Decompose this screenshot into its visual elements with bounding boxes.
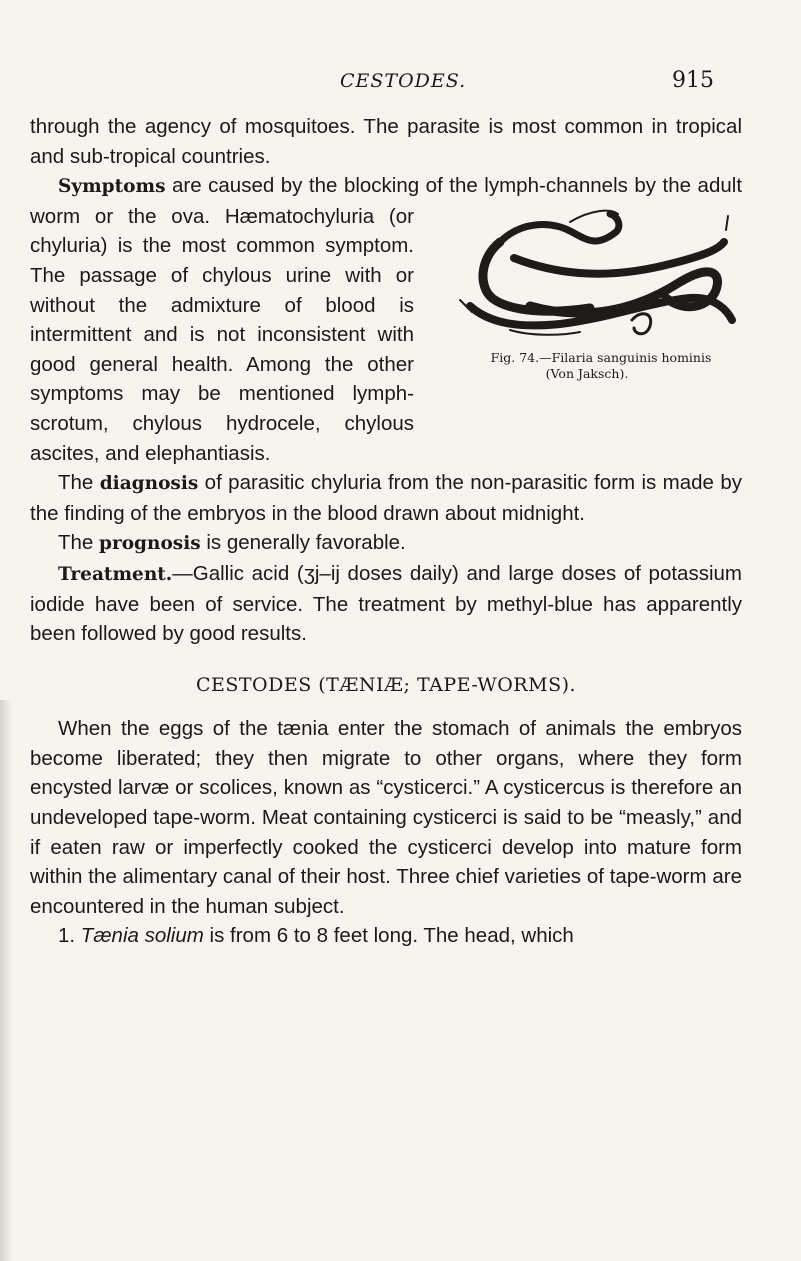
treatment-text: —Gallic acid (ʒj–ij doses daily) and large doses of potassium iodide have been of service. The treatment by methyl-blue has apparently been followed by good results. xyxy=(30,561,742,646)
paragraph-cestodes: When the eggs of the tænia enter the stomach of animals the embryos become liberated; they then migrate to other organs, where they form encysted larvæ or scolices, known as “cysticerci.” A cysticercus is therefore an undeveloped tape-worm. Meat containing cysticerci is said to be “measly,” and if eaten raw or imperfectly cooked the cysticerci develop into mature form within the alimentary canal of their host. Three chief varieties of tape-worm are encountered in the human subject. xyxy=(30,717,742,918)
body-text xyxy=(30,112,742,951)
figure-caption xyxy=(432,350,742,382)
figure-74 xyxy=(422,202,742,452)
taenia-solium-name: Tænia solium xyxy=(80,924,204,948)
caption-line-2: (Von Jaksch). xyxy=(545,365,629,381)
treatment-lead: Treatment. xyxy=(58,563,173,585)
symptoms-text-start: are caused by the blocking of the lymph- xyxy=(165,174,546,198)
paragraph-diagnosis xyxy=(30,468,742,528)
paragraph-symptoms xyxy=(30,171,742,468)
paragraph-prognosis xyxy=(30,528,742,559)
caption-line-1: Fig. 74.—Filaria sanguinis hominis xyxy=(490,349,712,365)
paragraph-treatment xyxy=(30,559,742,649)
diagnosis-lead: diagnosis xyxy=(99,473,199,495)
prognosis-pre: The xyxy=(58,531,100,555)
list-number: 1. xyxy=(58,924,81,948)
symptoms-lead: Symptoms xyxy=(58,176,166,198)
prognosis-lead: prognosis xyxy=(99,533,201,555)
filaria-worm-illustration-icon xyxy=(440,202,740,352)
taenia-solium-text: is from 6 to 8 feet long. The head, which xyxy=(203,924,574,948)
diagnosis-pre: The xyxy=(58,471,100,495)
running-title: CESTODES. xyxy=(340,70,467,92)
diagnosis-text: of parasitic chyluria from the non-parasitic form is made by the finding of the embryos in the blood drawn about midnight. xyxy=(30,471,742,525)
symptoms-text-rest: channels by the adult worm or the ova. Hæmatochyluria (or chyluria) is the most common symptom. The passage of chylous urine with or without the admixture of blood is intermittent and is not inconsistent with good general health. Among the other symptoms may be mentioned lymph-scrotum, chylous hydrocele, chylous ascites, and elephantiasis. xyxy=(30,174,743,465)
paragraph-intro: through the agency of mosquitoes. The parasite is most common in tropical and sub-tropical countries. xyxy=(30,115,742,168)
page-number: 915 xyxy=(672,68,714,93)
prognosis-text: is generally favorable. xyxy=(200,531,406,555)
page-edge-shadow xyxy=(0,700,12,1261)
paragraph-taenia-solium xyxy=(30,921,742,951)
section-heading: CESTODES (TÆNIÆ; TAPE-WORMS). xyxy=(195,673,577,696)
